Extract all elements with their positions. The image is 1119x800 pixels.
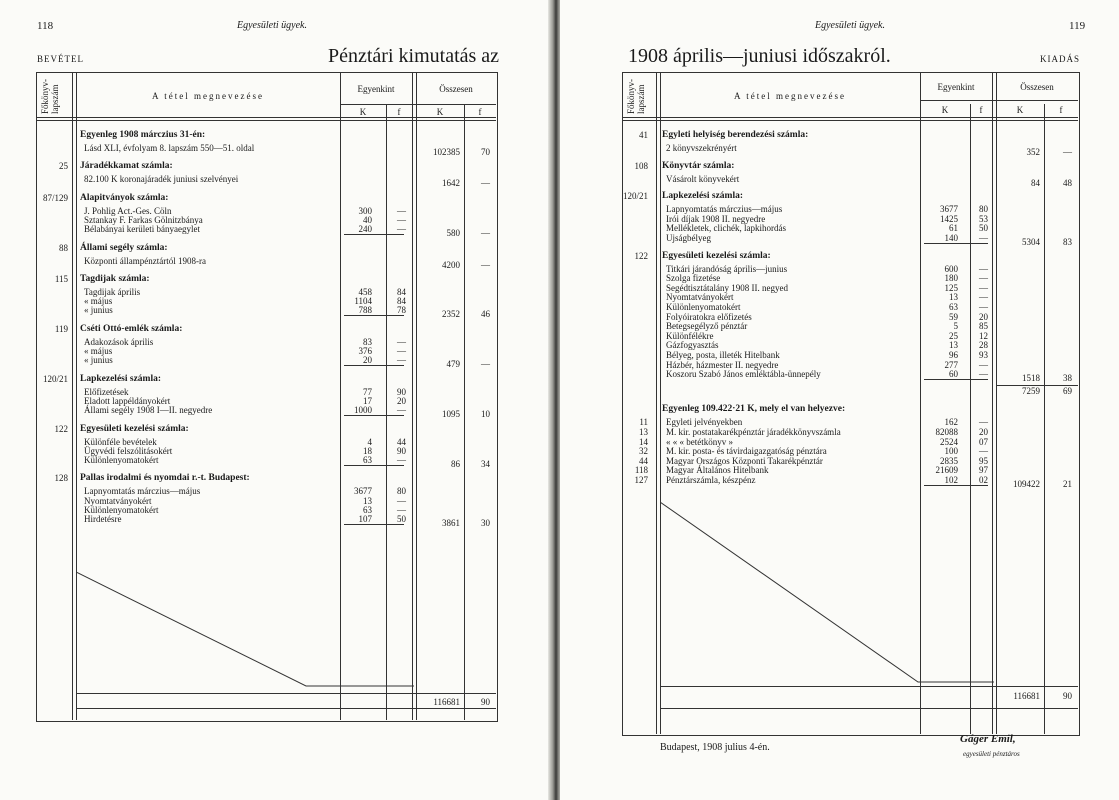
item-amount-f: — (979, 417, 988, 428)
section-total-k: 84 (1031, 177, 1040, 188)
item-label: Ujságbélyeg (666, 233, 711, 243)
item-amount-f: 97 (979, 465, 988, 476)
f-header: f (478, 107, 482, 117)
item-label: Lapnyomtatás márczius—május (666, 204, 783, 215)
side-label: KIADÁS (1040, 54, 1081, 64)
subtotal-rule (344, 315, 404, 316)
item-lapszam: 118 (634, 465, 648, 476)
item-amount-k: 2524 (940, 436, 958, 447)
item-amount-f: 28 (979, 340, 988, 351)
subtotal-rule (344, 524, 404, 525)
item-amount-f: — (397, 205, 406, 216)
place-date: Budapest, 1908 julius 4-én. (660, 742, 770, 753)
running-head: Egyesületi ügyek. (815, 20, 885, 31)
item-amount-f: — (397, 355, 406, 366)
item-amount-k: 1425 (940, 213, 958, 224)
running-total-k: 7259 (1022, 385, 1040, 396)
section-total-f: 48 (1063, 177, 1072, 188)
item-amount-k: 13 (949, 340, 958, 351)
page-title: Pénztári kimutatás az (328, 45, 500, 67)
item-amount-k: 83 (363, 336, 372, 347)
item-amount-f: — (979, 292, 988, 303)
section-lapszam: 108 (634, 160, 648, 171)
item-amount-k: 4 (367, 436, 372, 447)
section-total-k: 3861 (442, 518, 460, 529)
subtotal-rule (344, 465, 404, 466)
item-label: Lásd XLI, évfolyam 8. lapszám 550—51. oldal (84, 143, 255, 153)
section-total-k: 1518 (1022, 373, 1040, 384)
signature-title: egyesületi pénztáros (963, 750, 1020, 758)
section-title: Alapitványok számla: (80, 192, 169, 203)
item-label: Magyar Általános Hitelbank (666, 465, 769, 476)
item-amount-f: — (397, 336, 406, 347)
item-amount-k: 21609 (935, 465, 958, 476)
item-amount-k: 2835 (940, 455, 958, 466)
item-amount-f: 93 (979, 350, 988, 360)
item-lapszam: 32 (639, 446, 648, 457)
item-amount-f: 80 (979, 204, 988, 215)
item-amount-k: 162 (944, 417, 958, 428)
section-total-f: 46 (481, 309, 490, 320)
section-total-f: — (481, 228, 490, 239)
item-amount-k: 140 (944, 233, 958, 243)
item-label: M. kir. postatakarékpénztár járadékkönyvszámla (666, 427, 841, 437)
item-label: Koszoru Szabó János emléktábla-ünnepély (666, 369, 821, 380)
item-label: Szolga fizetése (666, 273, 721, 284)
section-title: Tagdijak számla: (80, 273, 150, 284)
page-number: 118 (37, 20, 54, 32)
item-amount-f: — (397, 224, 406, 235)
item-amount-k: 13 (363, 495, 372, 506)
item-amount-f: 84 (397, 286, 406, 297)
section-lapszam: 88 (59, 242, 68, 253)
item-amount-k: 63 (363, 505, 372, 515)
section-total-f: 10 (481, 409, 490, 420)
item-lapszam: 14 (639, 436, 648, 447)
section-lapszam: 128 (54, 473, 68, 484)
grand-total-k: 116681 (433, 697, 460, 707)
section-total-k: 1642 (442, 178, 460, 189)
section-lapszam: 122 (634, 250, 648, 261)
item-label: M. kir. posta- és távirdaigazgatóság pénztára (666, 446, 827, 457)
lapszam-header: Főkönyv-lapszám (40, 78, 60, 114)
page-number: 119 (1069, 20, 1086, 32)
item-amount-k: 300 (358, 205, 372, 216)
item-amount-k: 61 (949, 223, 958, 234)
section-total-k: 86 (451, 459, 460, 470)
item-amount-f: — (979, 302, 988, 312)
item-amount-k: 1104 (354, 296, 372, 307)
grand-total-f: 90 (1063, 691, 1072, 701)
item-amount-k: 1000 (354, 405, 372, 416)
item-label: Állami segély 1908 I—II. negyedre (84, 405, 213, 416)
grand-total-f: 90 (481, 697, 490, 707)
item-amount-f: 90 (397, 386, 406, 397)
signature-name: Gáger Emil, (960, 733, 1016, 745)
section-title: Állami segély számla: (80, 242, 168, 253)
item-amount-f: 07 (979, 436, 988, 447)
item-amount-k: 17 (363, 395, 372, 406)
item-label: Különfélékre (666, 330, 714, 341)
subtotal-rule (344, 234, 404, 235)
section-title: Pallas irodalmi és nyomdai r.-t. Budapest: (80, 473, 250, 484)
running-total-f: 69 (1063, 385, 1072, 396)
item-amount-k: 20 (363, 355, 372, 366)
item-amount-k: 600 (944, 263, 958, 274)
k-header: K (941, 105, 949, 115)
section-total-f: 83 (1063, 237, 1072, 247)
item-amount-f: 53 (979, 213, 988, 224)
item-amount-f: — (979, 359, 988, 370)
section-total-k: 4200 (442, 259, 460, 270)
k-header: K (436, 107, 444, 117)
osszesen-header: Összesen (439, 84, 473, 94)
item-amount-k: 82088 (935, 427, 958, 437)
item-amount-f: 95 (979, 455, 988, 466)
item-label: Lapnyomtatás márczius—május (84, 486, 201, 497)
section-total-k: 109422 (1013, 479, 1040, 489)
item-amount-k: 107 (358, 514, 372, 525)
section-total-k: 5304 (1022, 237, 1040, 247)
item-amount-k: 59 (949, 311, 958, 322)
page-title: 1908 április—juniusi időszakról. (628, 45, 891, 67)
item-amount-k: 63 (363, 455, 372, 466)
section-total-k: 479 (446, 359, 460, 370)
item-label: Gázfogyasztás (666, 340, 719, 351)
grand-total-k: 116681 (1013, 691, 1040, 701)
item-amount-f: 50 (397, 514, 406, 525)
item-label: Segédtisztátalány 1908 II. negyed (666, 282, 788, 293)
k-header: K (1016, 105, 1024, 115)
item-amount-f: — (397, 495, 406, 506)
f-header: f (979, 105, 983, 115)
section-total-f: — (481, 259, 490, 270)
item-amount-k: 77 (363, 386, 372, 397)
running-head: Egyesületi ügyek. (237, 20, 307, 31)
section-lapszam: 120/21 (622, 191, 648, 202)
item-label: Különlenyomatokért (666, 302, 741, 312)
item-label: Magyar Országos Központi Takarékpénztár (666, 455, 823, 466)
item-amount-f: — (979, 282, 988, 293)
item-amount-k: 100 (944, 446, 958, 457)
item-label: « május (84, 296, 113, 307)
right-page (560, 0, 1119, 800)
item-amount-f: 80 (397, 486, 406, 497)
section-lapszam: 41 (639, 130, 648, 140)
item-label: 2 könyvszekrényért (666, 143, 737, 153)
item-lapszam: 44 (639, 455, 648, 466)
section-title: Lapkezelési számla: (80, 373, 162, 384)
f-header: f (1059, 105, 1063, 115)
name-header: A tétel megnevezése (152, 91, 264, 101)
item-amount-f: 20 (979, 427, 988, 437)
section-title: Könyvtár számla: (662, 160, 735, 171)
item-label: Pénztárszámla, készpénz (666, 475, 756, 485)
section-lapszam: 122 (54, 423, 68, 434)
filler-stroke (76, 570, 416, 700)
item-label: Irói díjak 1908 II. negyedre (666, 213, 766, 224)
section-total-k: 352 (1026, 147, 1040, 157)
section-lapszam: 115 (54, 273, 68, 284)
item-amount-f: — (979, 263, 988, 274)
item-amount-k: 125 (944, 282, 958, 293)
item-label: Nyomtatványokért (84, 495, 152, 506)
subtotal-rule (344, 415, 404, 416)
section-lapszam: 120/21 (42, 373, 68, 384)
item-amount-f: 90 (397, 445, 406, 456)
subtotal-rule (924, 379, 988, 380)
section-total-f: 70 (481, 147, 490, 157)
item-label: Vásárolt könyvekért (666, 173, 740, 184)
item-amount-k: 63 (949, 302, 958, 312)
item-label: J. Pohlig Act.-Ges. Cöln (84, 205, 172, 216)
item-label: Folyóiratokra előfizetés (666, 311, 752, 322)
subtotal-rule (344, 365, 404, 366)
left-page (0, 0, 548, 800)
item-label: Betegsegélyző pénztár (666, 321, 748, 332)
item-amount-f: 44 (397, 436, 406, 447)
item-label: Bélabányai kerületi bányaegylet (84, 224, 200, 235)
item-amount-k: 25 (949, 330, 958, 341)
section-total-f: — (481, 359, 490, 370)
item-amount-f: 50 (979, 223, 988, 234)
item-lapszam: 13 (639, 427, 648, 437)
item-amount-k: 102 (944, 475, 958, 485)
f-header: f (397, 107, 401, 117)
item-amount-f: — (397, 405, 406, 416)
section-total-f: 30 (481, 518, 490, 529)
item-amount-k: 96 (949, 350, 958, 360)
item-amount-f: — (397, 505, 406, 515)
item-label: « junius (84, 355, 113, 366)
item-label: Különlenyomatokért (84, 455, 159, 466)
item-label: Bélyeg, posta, illeték Hitelbank (666, 350, 780, 360)
item-label: Adakozások április (84, 336, 154, 347)
section-lapszam: 119 (54, 323, 68, 334)
egyenkint-header: Egyenkint (357, 84, 395, 94)
item-label: Központi állampénztártól 1908-ra (84, 255, 206, 266)
section-title: Cséti Ottó-emlék számla: (80, 323, 183, 334)
subtotal-rule (924, 485, 988, 486)
item-label: Eladott lappéldányokért (84, 395, 171, 406)
item-amount-k: 277 (944, 359, 958, 370)
item-amount-k: 3677 (354, 486, 372, 497)
item-amount-k: 60 (949, 369, 958, 380)
item-label: Titkári járandóság április—junius (666, 263, 788, 274)
item-amount-k: 376 (358, 346, 372, 356)
section-title: Egyesületi kezelési számla: (80, 423, 189, 434)
item-amount-k: 458 (358, 286, 372, 297)
item-amount-f: — (979, 233, 988, 243)
item-label: Különlenyomatokért (84, 505, 159, 515)
k-header: K (359, 107, 367, 117)
item-label: « május (84, 346, 113, 356)
section-title: Egyenleg 1908 márczius 31-én: (80, 130, 206, 140)
item-amount-f: — (979, 273, 988, 284)
item-amount-k: 180 (944, 273, 958, 284)
section-total-f: — (1063, 147, 1072, 157)
item-amount-f: — (397, 214, 406, 225)
section-total-k: 2352 (442, 309, 460, 320)
item-amount-f: 20 (979, 311, 988, 322)
item-label: « « « betétkönyv » (666, 436, 733, 447)
item-label: Hirdetésre (84, 514, 122, 525)
section-total-f: 21 (1063, 479, 1072, 489)
egyenkint-header: Egyenkint (937, 82, 975, 92)
item-label: Ügyvédi felszólitásokért (84, 445, 173, 456)
item-amount-f: 20 (397, 395, 406, 406)
name-header: A tétel megnevezése (734, 91, 846, 101)
item-lapszam: 11 (639, 417, 648, 428)
item-amount-k: 240 (358, 224, 372, 235)
section-total-k: 102385 (433, 147, 460, 157)
item-amount-k: 5 (953, 321, 958, 332)
section-total-k: 580 (446, 228, 460, 239)
section-total-f: — (481, 178, 490, 189)
lapszam-header: Főkönyv-lapszám (626, 78, 646, 114)
item-label: Házbér, házmester II. negyedre (666, 359, 779, 370)
section-total-k: 1095 (442, 409, 460, 420)
item-amount-f: — (979, 446, 988, 457)
section-title: Járadékkamat számla: (80, 161, 173, 172)
item-amount-k: 40 (363, 214, 372, 225)
item-amount-f: — (397, 346, 406, 356)
item-label: Különféle bevételek (84, 436, 157, 447)
item-amount-f: — (979, 369, 988, 380)
section-title: Lapkezelési számla: (662, 191, 744, 202)
section-lapszam: 87/129 (42, 192, 68, 203)
section-title: Egyesületi kezelési számla: (662, 250, 771, 261)
item-amount-f: 84 (397, 296, 406, 307)
section-total-f: 34 (481, 459, 490, 470)
item-amount-f: 85 (979, 321, 988, 332)
item-label: Sztankay F. Farkas Gölnitzbánya (84, 214, 203, 225)
subtotal-rule (924, 243, 988, 244)
item-label: Egyleti jelvényekben (666, 417, 743, 428)
item-amount-f: 78 (397, 305, 406, 316)
item-amount-f: — (397, 455, 406, 466)
item-amount-f: 02 (979, 475, 988, 485)
item-amount-f: 12 (979, 330, 988, 341)
item-label: Nyomtatványokért (666, 292, 734, 303)
side-label: BEVÉTEL (37, 54, 84, 64)
item-label: « junius (84, 305, 113, 316)
item-lapszam: 127 (634, 475, 648, 485)
section-title: Egyleti helyiség berendezési számla: (662, 130, 809, 140)
item-amount-k: 3677 (940, 204, 958, 215)
item-amount-k: 788 (358, 305, 372, 316)
item-label: Tagdijak április (84, 286, 141, 297)
item-label: Előfizetések (84, 386, 129, 397)
filler-stroke (660, 500, 996, 690)
section-lapszam: 25 (59, 161, 68, 172)
item-amount-k: 18 (363, 445, 372, 456)
item-amount-k: 13 (949, 292, 958, 303)
item-label: 82.100 K koronajáradék juniusi szelvényei (84, 174, 239, 185)
osszesen-header: Összesen (1020, 82, 1054, 92)
item-label: Mellékletek, clichék, lapkihordás (666, 223, 786, 234)
section-total-f: 38 (1063, 373, 1072, 384)
section-title: Egyenleg 109.422·21 K, mely el van helyezve: (662, 404, 846, 415)
